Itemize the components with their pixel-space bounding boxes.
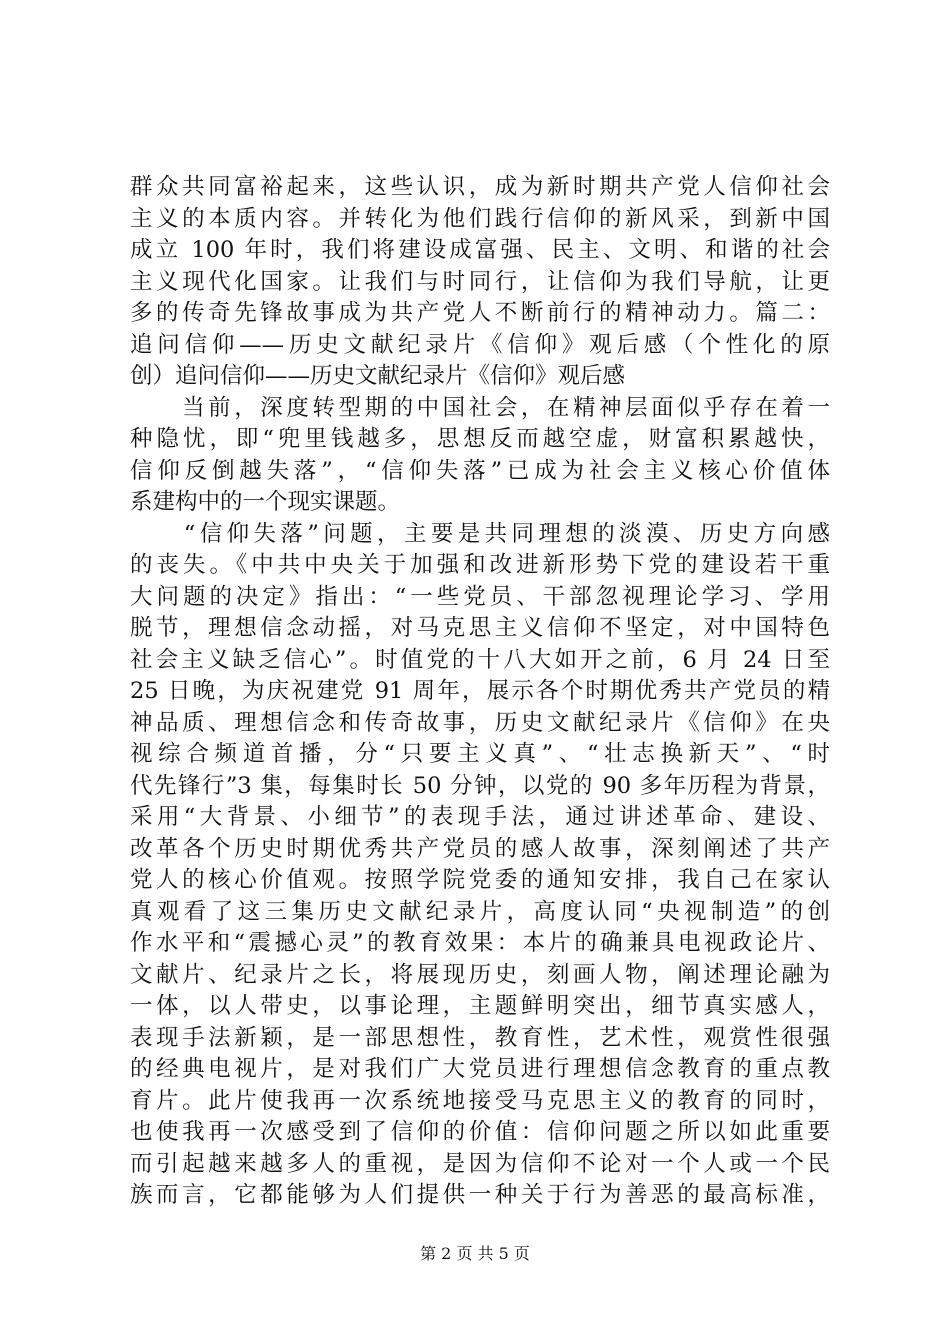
text-line: 一体，以人带史，以事论理，主题鲜明突出，细节真实感人， (130, 993, 830, 1019)
text-line: 也使我再一次感受到了信仰的价值：信仰问题之所以如此重要 (130, 1119, 830, 1145)
text-line: 而引起越来越多人的重视，是因为信仰不论对一个人或一个民 (130, 1150, 830, 1177)
text-line: 大问题的决定》指出：“一些党员、干部忽视理论学习、学用 (130, 583, 830, 610)
text-line: 追问信仰——历史文献纪录片《信仰》观后感（个性化的原 (130, 331, 830, 358)
text-line: 神品质、理想信念和传奇故事，历史文献纪录片《信仰》在央 (130, 709, 830, 736)
text-line: 群众共同富裕起来，这些认识，成为新时期共产党人信仰社会 (130, 174, 830, 200)
text-line: 文献片、纪录片之长，将展现历史，刻画人物，阐述理论融为 (130, 961, 830, 988)
text-line: 族而言，它都能够为人们提供一种关于行为善恶的最高标准， (130, 1182, 830, 1208)
text-line: 党人的核心价值观。按照学院党委的通知安排，我自己在家认 (130, 867, 830, 893)
text-line: 代先锋行”3 集，每集时长 50 分钟，以党的 90 多年历程为背景， (130, 772, 830, 799)
text-line: 采用“大背景、小细节”的表现手法，通过讲述革命、建设、 (130, 804, 830, 830)
text-line: 信仰反倒越失落”，“信仰失落”已成为社会主义核心价值体 (130, 457, 830, 484)
text-line: 真观看了这三集历史文献纪录片，高度认同“央视制造”的创 (130, 898, 830, 925)
text-line: 视综合频道首播，分“只要主义真”、“壮志换新天”、“时 (130, 741, 830, 767)
text-line: 表现手法新颖，是一部思想性，教育性，艺术性，观赏性很强 (130, 1024, 830, 1051)
text-line: 社会主义缺乏信心”。时值党的十八大如开之前，6 月 24 日至 (130, 646, 830, 673)
text-line: 25 日晚，为庆祝建党 91 周年，展示各个时期优秀共产党员的精 (130, 678, 830, 704)
text-line: 成立 100 年时，我们将建设成富强、民主、文明、和谐的社会 (130, 237, 830, 263)
text-line: 多的传奇先锋故事成为共产党人不断前行的精神动力。篇二： (130, 300, 830, 326)
page-footer (0, 1244, 950, 1264)
text-line: 的经典电视片，是对我们广大党员进行理想信念教育的重点教 (130, 1056, 830, 1082)
text-line: 种隐忧，即“兜里钱越多，思想反而越空虚，财富积累越快， (130, 426, 830, 452)
text-line: 创）追问信仰——历史文献纪录片《信仰》观后感 (130, 363, 626, 389)
text-line: “信仰失落”问题，主要是共同理想的淡漠、历史方向感 (130, 520, 830, 547)
page-number-label: 第 2 页 共 5 页 (420, 1244, 530, 1263)
text-line: 主义的本质内容。并转化为他们践行信仰的新风采，到新中国 (130, 205, 830, 232)
text-line: 主义现代化国家。让我们与时同行，让信仰为我们导航，让更 (130, 268, 830, 295)
text-line: 育片。此片使我再一次系统地接受马克思主义的教育的同时， (130, 1087, 830, 1114)
text-line: 当前，深度转型期的中国社会，在精神层面似乎存在着一 (130, 394, 830, 421)
text-line: 改革各个历史时期优秀共产党员的感人故事，深刻阐述了共产 (130, 835, 830, 862)
text-line: 系建构中的一个现实课题。 (130, 489, 401, 515)
body-text (130, 172, 830, 1212)
text-line: 的丧失。《中共中央关于加强和改进新形势下党的建设若干重 (130, 552, 830, 578)
text-line: 作水平和“震撼心灵”的教育效果：本片的确兼具电视政论片、 (130, 930, 830, 956)
text-line: 脱节，理想信念动摇，对马克思主义信仰不坚定，对中国特色 (130, 615, 830, 641)
